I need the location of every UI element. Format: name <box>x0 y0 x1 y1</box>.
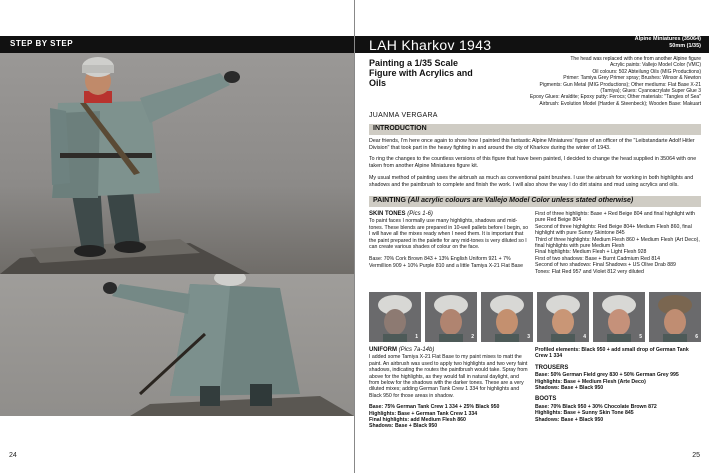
intro-heading-bar <box>369 124 701 135</box>
head-photo <box>537 292 589 342</box>
trousers-line: Base: 50% German Field grey 830 + 50% German Grey 995 <box>535 372 679 379</box>
skin-step: First of two shadows: Base + Burnt Cadmium Red 814 <box>535 255 660 262</box>
materials-list <box>491 56 701 107</box>
left-page <box>0 0 354 473</box>
right-page <box>355 0 709 473</box>
boots-line: Highlights: Base + Sunny Skin Tone 845 <box>535 410 634 417</box>
article-title: LAH Kharkov 1943 <box>369 37 492 53</box>
materials-line: Pigments: Gun Metal (MIG Productions); Other mediums: Flat Base X-21 <box>539 81 701 88</box>
materials-line: Airbrush: Evolution Model (Harder & Steenbeck); Wooden Base: Makuart <box>539 100 701 107</box>
uniform-text: I added some Tamiya X-21 Flat Base to my paint mixes to matt the paint. An airbrush was used to apply two highlights and two very faint shadows, indicating the routes the paintbrush would take. Spray from above for the highlights, as they would fall in natural daylight, and from below for the shadows with the darker tones. These are a very diluted mixes; adding German Tank Crew 1 334 for highlights and Black 950 for those areas in shadow. <box>369 354 528 399</box>
trousers-line: Highlights: Base + Medium Flesh (Arte Deco) <box>535 378 646 385</box>
uniform-recipe-line: Highlights: Base + German Tank Crew 1 334 <box>369 410 478 417</box>
skin-column-right <box>535 211 701 275</box>
skin-step: Final highlights: Medium Flesh + Light Flesh 928 <box>535 249 647 256</box>
skin-pics-ref: (Pics 1-6) <box>407 211 433 217</box>
materials-line: The head was replaced with one from another Alpine figure <box>570 56 701 62</box>
head-progress-photos <box>369 292 701 342</box>
skin-step: Tones: Flat Red 957 and Violet 812 very diluted <box>535 268 644 275</box>
painting-heading-bar <box>369 196 701 207</box>
skin-heading: SKIN TONES (Pics 1-6) <box>369 211 433 217</box>
uniform-recipe <box>369 404 529 430</box>
intro-paragraph-1: Dear friends, I'm here once again to show how I painted this fantastic Alpine Miniatures' figure of an officer of the "Leibstandarte Adolf Hitler Division" that took part in the heavy fighting in and around the city of Kharkov during the winter of 1943. <box>369 138 695 151</box>
uniform-recipe-line: Base: 75% German Tank Crew 1 334 + 25% Black 950 <box>369 404 500 411</box>
skin-step: First of three highlights: Base + Red Beige 804 and final highlight with pure Red Beige 804 <box>535 211 695 224</box>
head-photo-number: 4 <box>583 334 586 340</box>
intro-heading: INTRODUCTION <box>373 125 427 132</box>
head-photo-number: 1 <box>415 334 418 340</box>
painting-heading: PAINTING (All acrylic colours are Vallejo Model Color unless stated otherwise) <box>373 197 634 204</box>
skin-text: To paint faces I normally use many highlights, shadows and mid-tones. These blends are prepared in 10-well pallets before I begin, so I will have all the mixes ready when I need them. It is important that the paint prepared in the palette for any mid-tones is very diluted so I can create various shades of colour on the face. <box>369 218 529 251</box>
head-photo <box>649 292 701 342</box>
uniform-heading: UNIFORM (Pics 7a-14b) <box>369 347 435 353</box>
skin-column-left <box>369 211 529 269</box>
boots-line: Base: 70% Black 950 + 30% Chocolate Brown 872 <box>535 403 657 410</box>
head-illustration <box>537 292 589 342</box>
kit-maker: Alpine Miniatures (35064) <box>634 36 701 42</box>
head-photo <box>425 292 477 342</box>
materials-line: (Tamiya); Glues: Cyanoacrylate Super Glue 3 <box>600 88 701 95</box>
head-photo-number: 2 <box>471 334 474 340</box>
skin-base-recipe: Base: 70% Cork Brown 843 + 13% English Uniform 921 + 7% Vermillion 909 + 10% Purple 810 and a little Tamiya X-21 Flat Base <box>369 256 524 269</box>
uniform-pics-ref: (Pics 7a-14b) <box>398 347 435 353</box>
trousers-heading: TROUSERS <box>535 364 569 371</box>
uniform-recipe-line: Shadows: Base + Black 950 <box>369 423 438 430</box>
head-photo <box>593 292 645 342</box>
skin-step: Third of three highlights: Medium Flesh 860 + Medium Flesh (Art Deco), final highlights with pure Medium Flesh <box>535 236 700 250</box>
author-name: JUANMA VERGARA <box>369 112 438 119</box>
trousers-boots-column <box>535 347 701 423</box>
figure-photo-side <box>0 274 354 416</box>
head-illustration <box>593 292 645 342</box>
head-illustration <box>649 292 701 342</box>
painting-note: (All acrylic colours are Vallejo Model Color unless stated otherwise) <box>407 197 634 204</box>
kit-info <box>635 36 701 50</box>
head-illustration <box>369 292 421 342</box>
section-header-bar <box>0 36 354 53</box>
head-photo-number: 3 <box>527 334 530 340</box>
kit-scale: 50mm (1/35) <box>669 43 701 49</box>
trousers-line: Shadows: Base + Black 950 <box>535 385 604 392</box>
uniform-recipe-line: Final highlights: add Medium Flesh 860 <box>369 417 466 424</box>
head-photo-number: 6 <box>695 334 698 340</box>
skin-step: Second of three highlights: Red Beige 804+ Medium Flesh 860, final highlight with pure Sunny Skintone 845 <box>535 223 692 237</box>
page-number-right: 25 <box>692 452 700 459</box>
intro-paragraph-2: To ring the changes to the countless versions of this figure that have been painted, I decided to change the head supplied in 35064 with one taken from another Alpine Miniatures figure kit. <box>369 156 697 169</box>
article-subtitle: Painting a 1/35 Scale Figure with Acrylics and Oils <box>369 58 473 88</box>
section-header-label: STEP BY STEP <box>10 39 74 48</box>
head-photo <box>369 292 421 342</box>
figure-photo-front <box>0 53 354 274</box>
boots-heading: BOOTS <box>535 396 557 403</box>
head-photo-number: 5 <box>639 334 642 340</box>
figure-illustration-side <box>0 274 354 416</box>
materials-line: Primer: Tamiya Grey Primer spray; Brushes: Winsor & Newton <box>563 75 701 82</box>
head-illustration <box>425 292 477 342</box>
intro-paragraph-3: My usual method of painting uses the airbrush as much as conventional paint brushes. I use the airbrush for working in both highlights and shadows and the paintbrush to complete and finish the work. I will also show the way I do dirt stains and mud using acrylics and oils. <box>369 175 694 188</box>
materials-line: Acrylic paints: Vallejo Model Color (VMC) <box>609 62 701 69</box>
skin-step: Second of two shadows: Final Shadows + US Olive Drab 889 <box>535 262 676 269</box>
materials-line: Epoxy Glues: Araldite; Epoxy putty: Ferocs; Other materials: "Tangles of Sea" <box>529 94 701 101</box>
materials-line: Oil colours: 502 Abteilung Oils (MIG Productions) <box>592 68 701 75</box>
boots-line: Shadows: Base + Black 950 <box>535 416 604 423</box>
page-number-left: 24 <box>9 452 17 459</box>
uniform-column <box>369 347 529 430</box>
figure-illustration-front <box>0 53 354 274</box>
profiled-elements: Profiled elements: Black 950 + add small drop of German Tank Crew 1 334 <box>535 347 689 360</box>
head-photo <box>481 292 533 342</box>
head-illustration <box>481 292 533 342</box>
